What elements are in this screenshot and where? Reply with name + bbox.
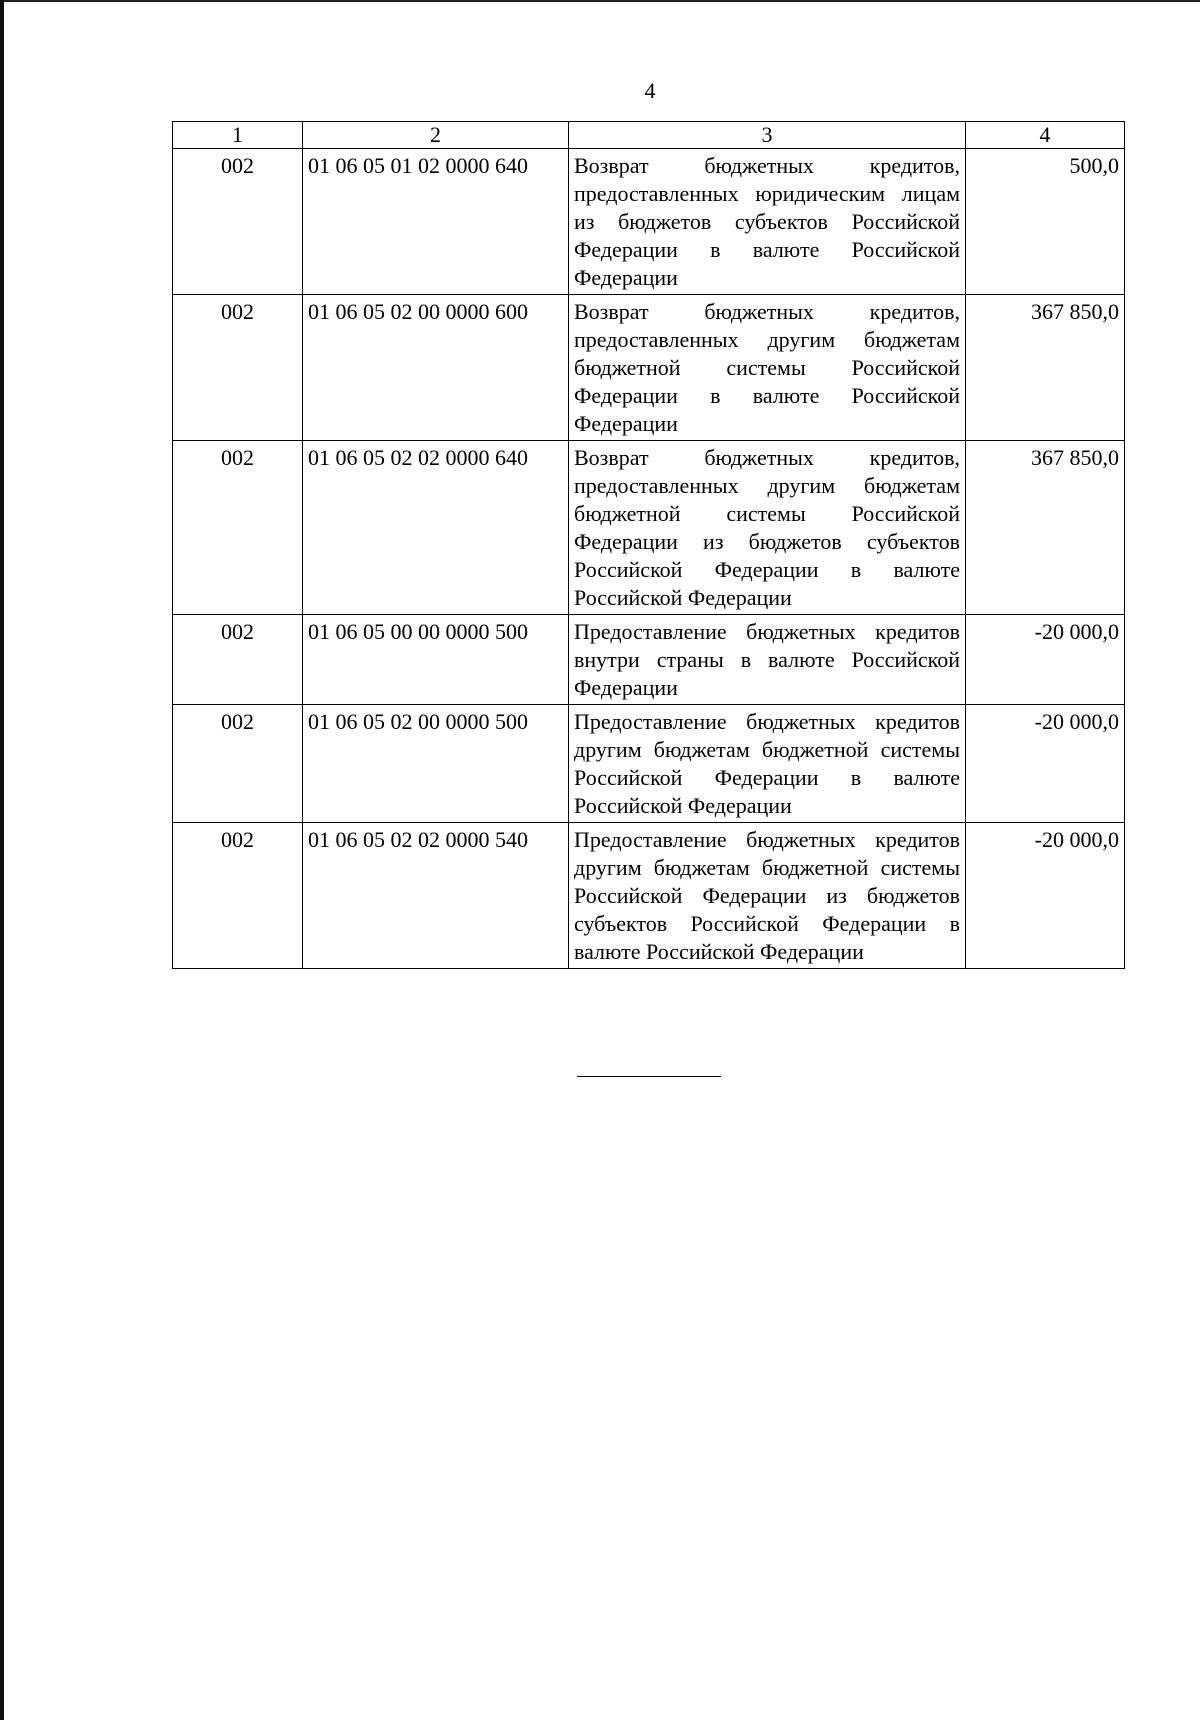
source-name-cell: Возврат бюджетных кредитов, предоставленных юридическим лицам из бюджетов субъектов Российской Федерации в валюте Российской Федерации [569, 149, 966, 295]
scan-edge-left [0, 0, 4, 1720]
source-name-cell: Возврат бюджетных кредитов, предоставленных другим бюджетам бюджетной системы Российской Федерации в валюте Российской Федерации [569, 295, 966, 441]
budget-code-cell: 01 06 05 02 00 0000 500 [303, 705, 569, 823]
header-col-3: 3 [569, 122, 966, 149]
amount-cell: 367 850,0 [966, 441, 1125, 615]
budget-code-cell: 01 06 05 02 00 0000 600 [303, 295, 569, 441]
admin-code-cell: 002 [173, 441, 303, 615]
end-of-document-rule [577, 1076, 721, 1077]
page-number: 4 [644, 78, 656, 103]
source-name-cell: Предоставление бюджетных кредитов внутри страны в валюте Российской Федерации [569, 615, 966, 705]
amount-cell: -20 000,0 [966, 823, 1125, 969]
table-row [173, 705, 1125, 823]
source-name-cell: Предоставление бюджетных кредитов другим бюджетам бюджетной системы Российской Федерации в валюте Российской Федерации [569, 705, 966, 823]
admin-code-cell: 002 [173, 823, 303, 969]
budget-sources-table [172, 121, 1125, 969]
header-col-4: 4 [966, 122, 1125, 149]
table-row [173, 149, 1125, 295]
header-col-1: 1 [173, 122, 303, 149]
amount-cell: 500,0 [966, 149, 1125, 295]
admin-code-cell: 002 [173, 149, 303, 295]
admin-code-cell: 002 [173, 615, 303, 705]
table-row [173, 823, 1125, 969]
budget-code-cell: 01 06 05 01 02 0000 640 [303, 149, 569, 295]
table-row [173, 441, 1125, 615]
admin-code-cell: 002 [173, 705, 303, 823]
table-row [173, 295, 1125, 441]
amount-cell: -20 000,0 [966, 705, 1125, 823]
admin-code-cell: 002 [173, 295, 303, 441]
source-name-cell: Предоставление бюджетных кредитов другим бюджетам бюджетной системы Российской Федерации из бюджетов субъектов Российской Федерации в валюте Российской Федерации [569, 823, 966, 969]
table-row [173, 615, 1125, 705]
budget-code-cell: 01 06 05 00 00 0000 500 [303, 615, 569, 705]
scan-edge-top [0, 0, 1200, 2]
amount-cell: -20 000,0 [966, 615, 1125, 705]
amount-cell: 367 850,0 [966, 295, 1125, 441]
source-name-cell: Возврат бюджетных кредитов, предоставленных другим бюджетам бюджетной системы Российской Федерации из бюджетов субъектов Российской Федерации в валюте Российской Федерации [569, 441, 966, 615]
header-col-2: 2 [303, 122, 569, 149]
budget-code-cell: 01 06 05 02 02 0000 540 [303, 823, 569, 969]
budget-code-cell: 01 06 05 02 02 0000 640 [303, 441, 569, 615]
table-header-row [173, 122, 1125, 149]
